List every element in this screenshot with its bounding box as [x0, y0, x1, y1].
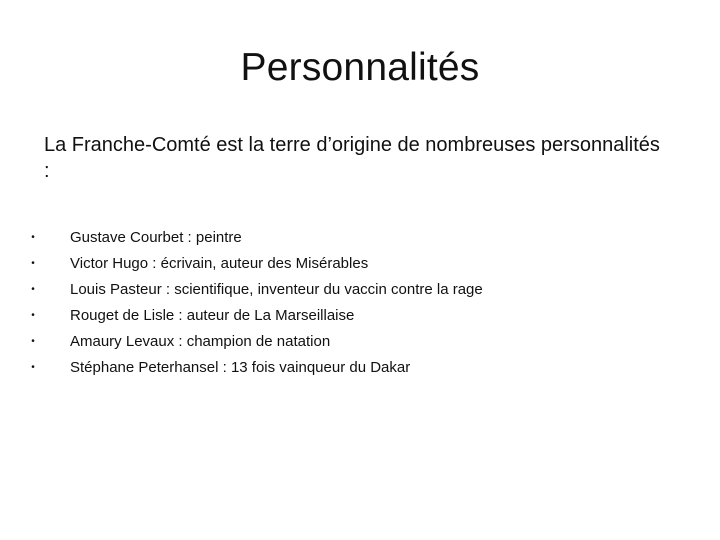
intro-text: La Franche-Comté est la terre d’origine de nombreuses personnalités : — [44, 134, 660, 182]
list-item-text: Stéphane Peterhansel : 13 fois vainqueur du Dakar — [70, 359, 411, 376]
list-item-text: Gustave Courbet : peintre — [70, 229, 242, 246]
bullet-icon: • — [31, 336, 35, 347]
list-item-text: Rouget de Lisle : auteur de La Marseillaise — [70, 307, 355, 324]
bullet-icon: • — [31, 258, 35, 269]
bullet-icon: • — [31, 232, 35, 243]
bullet-icon: • — [31, 362, 35, 373]
bullet-icon: • — [31, 284, 35, 295]
list-item-text: Victor Hugo : écrivain, auteur des Misérables — [70, 255, 369, 272]
list-item-text: Louis Pasteur : scientifique, inventeur du vaccin contre la rage — [70, 281, 483, 298]
slide-title: Personnalités — [240, 46, 480, 89]
bullet-icon: • — [31, 310, 35, 321]
list-item-text: Amaury Levaux : champion de natation — [70, 333, 331, 350]
